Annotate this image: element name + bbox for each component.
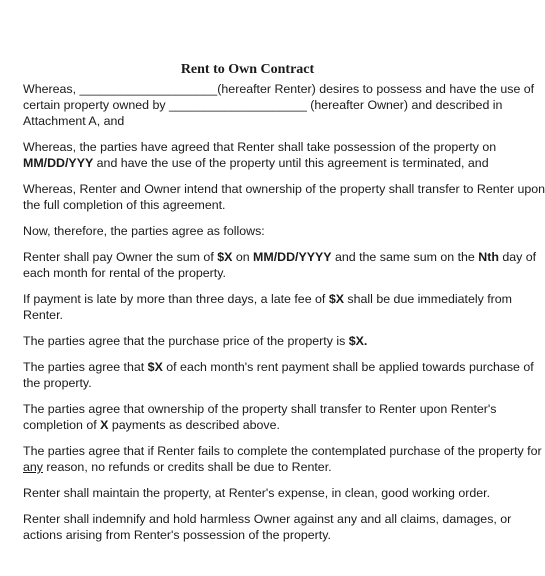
paragraph-line [23, 81, 535, 97]
paragraph-line [23, 291, 513, 307]
text-run: the property. [23, 376, 92, 390]
contract-paragraph [23, 401, 497, 433]
placeholder-value: MM/DD/YYYY [253, 250, 332, 264]
text-run: Whereas, Renter and Owner intend that ownership of the property shall transfer to Renter upon [23, 182, 545, 196]
text-run: The parties agree that [23, 360, 148, 374]
contract-paragraph [23, 333, 464, 349]
text-run: reason, no refunds or credits shall be due to Renter. [42, 460, 332, 474]
text-run: Attachment A, and [23, 114, 125, 128]
contract-paragraph [23, 81, 535, 129]
paragraph-line [23, 307, 464, 323]
paragraph-line [23, 443, 542, 459]
contract-paragraph [23, 223, 464, 239]
paragraph-line [23, 459, 464, 475]
paragraph-line [23, 155, 489, 171]
paragraph-line [23, 139, 497, 155]
placeholder-value: $X [217, 250, 233, 264]
paragraph-line [23, 223, 464, 239]
text-run: the full completion of this agreement. [23, 198, 226, 212]
document-title: Rent to Own Contract [180, 62, 315, 77]
paragraph-line [23, 417, 464, 433]
text-run: certain property owned by ____________________ (hereafter Owner) and described in [23, 98, 503, 112]
text-run: Renter shall maintain the property, at Renter's expense, in clean, good working order. [23, 486, 491, 500]
text-run: The parties agree that ownership of the property shall transfer to Renter upon Renter's [23, 402, 497, 416]
text-run: Renter shall pay Owner the sum of [23, 250, 218, 264]
text-run: completion of [23, 418, 101, 432]
text-run: and the same sum on the [331, 250, 479, 264]
text-run: each month for rental of the property. [23, 266, 226, 280]
placeholder-value: $X [147, 360, 163, 374]
paragraph-line [23, 485, 491, 501]
text-run: and have the use of the property until this agreement is terminated, and [93, 156, 489, 170]
paragraph-line [23, 333, 464, 349]
paragraph-line [23, 359, 534, 375]
paragraph-line [23, 97, 503, 113]
placeholder-value: Nth [478, 250, 499, 264]
contract-paragraph [23, 511, 512, 543]
text-run: If payment is late by more than three days, a late fee of [23, 292, 329, 306]
text-run: any [23, 460, 43, 474]
text-run: shall be due immediately from [343, 292, 513, 306]
text-run: of each month's rent payment shall be applied towards purchase of [162, 360, 534, 374]
paragraph-line [23, 511, 512, 527]
text-run: Renter shall indemnify and hold harmless Owner against any and all claims, damages, or [23, 512, 512, 526]
contract-paragraph [23, 485, 491, 501]
text-run: Whereas, ____________________(hereafter Renter) desires to possess and have the use of [23, 82, 535, 96]
text-run: Renter. [23, 308, 63, 322]
text-run: payments as described above. [108, 418, 280, 432]
text-run: day of [498, 250, 537, 264]
paragraph-line [23, 401, 497, 417]
paragraph-line [23, 181, 545, 197]
placeholder-value: X [100, 418, 109, 432]
paragraph-line [23, 527, 464, 543]
text-run: on [232, 250, 254, 264]
contract-paragraph [23, 443, 542, 475]
placeholder-value: $X [328, 292, 344, 306]
paragraph-line [23, 113, 464, 129]
placeholder-value: $X. [348, 334, 368, 348]
text-run: The parties agree that if Renter fails to complete the contemplated purchase of the property for [23, 444, 542, 458]
text-run: actions arising from Renter's possession of the property. [23, 528, 331, 542]
paragraph-line [23, 375, 464, 391]
contract-paragraph [23, 181, 545, 213]
paragraph-line [23, 265, 464, 281]
paragraph-line [23, 197, 464, 213]
paragraph-line [23, 249, 537, 265]
text-run: Whereas, the parties have agreed that Renter shall take possession of the property on [23, 140, 497, 154]
contract-paragraph [23, 139, 497, 171]
document-body [23, 81, 545, 543]
text-run: Now, therefore, the parties agree as follows: [23, 224, 265, 238]
contract-paragraph [23, 359, 534, 391]
contract-paragraph [23, 249, 537, 281]
placeholder-value: MM/DD/YYY [23, 156, 94, 170]
text-run: The parties agree that the purchase price of the property is [23, 334, 349, 348]
contract-paragraph [23, 291, 513, 323]
